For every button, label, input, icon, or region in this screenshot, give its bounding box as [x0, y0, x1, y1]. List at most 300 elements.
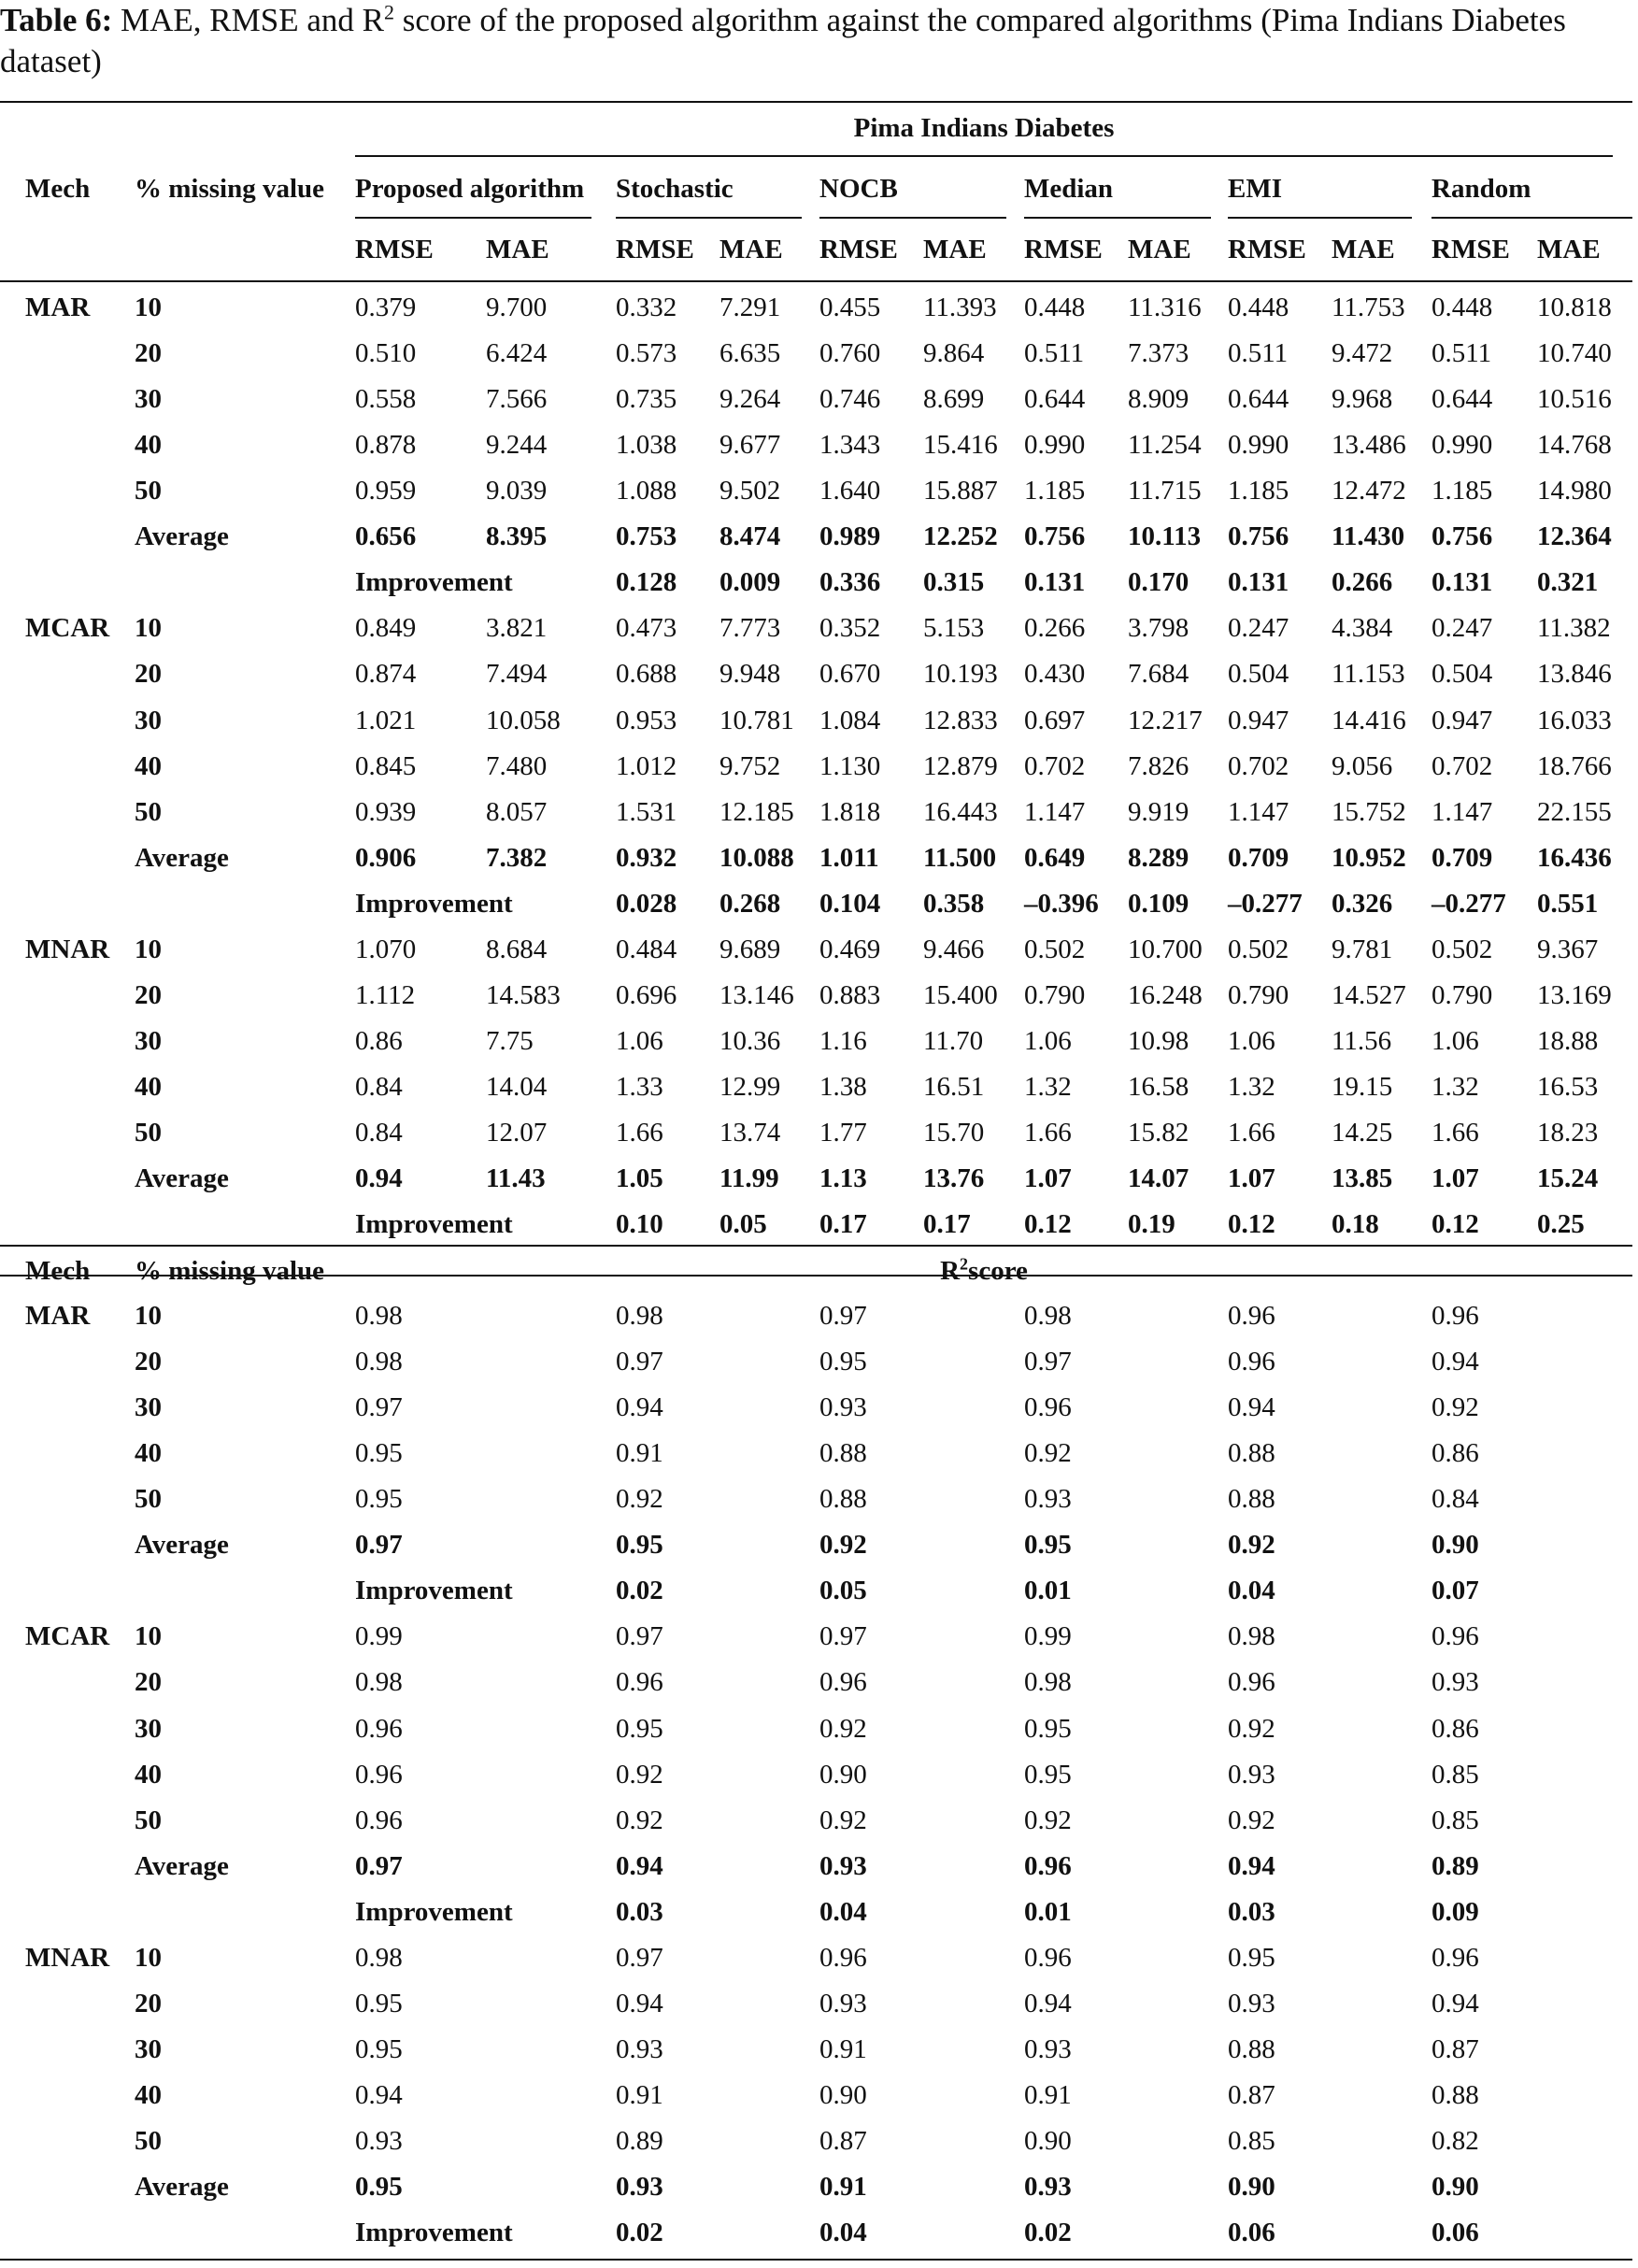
r2-data-cell: 0.92	[1228, 1804, 1275, 1835]
data-cell: 9.039	[486, 476, 548, 506]
r2-row-label: 50	[135, 1804, 162, 1835]
r2-data-cell: 0.94	[1228, 1850, 1275, 1881]
r2-data-cell: 0.90	[1431, 2172, 1479, 2203]
r2-mech-label: MAR	[25, 1301, 91, 1331]
r2-data-cell: 0.92	[616, 1484, 663, 1515]
data-cell: 0.932	[616, 842, 677, 873]
results-table	[0, 101, 1638, 2260]
missing-value-header: % missing value	[135, 174, 325, 204]
data-cell: 0.502	[1228, 934, 1289, 964]
data-cell: 0.790	[1228, 979, 1289, 1010]
r2-data-cell: 0.90	[1024, 2126, 1072, 2157]
data-cell: 14.25	[1332, 1118, 1393, 1148]
data-cell: 19.15	[1332, 1072, 1393, 1103]
table-caption	[0, 0, 1638, 82]
data-cell: 10.36	[719, 1025, 781, 1056]
data-cell: 15.70	[923, 1118, 985, 1148]
row-label: 50	[135, 476, 162, 506]
data-cell: 0.170	[1128, 567, 1189, 598]
row-label: 20	[135, 659, 162, 690]
r2-data-cell: 0.98	[355, 1347, 403, 1377]
data-cell: 1.06	[1228, 1025, 1275, 1056]
r2-data-cell: 0.92	[819, 1713, 867, 1744]
table-top-rule	[0, 101, 1632, 103]
data-cell: 0.05	[719, 1209, 767, 1240]
r2-data-cell: 0.07	[1431, 1576, 1479, 1606]
data-cell: 14.07	[1128, 1163, 1189, 1194]
data-cell: 9.466	[923, 934, 985, 964]
data-cell: 0.551	[1537, 888, 1599, 919]
row-label: 10	[135, 934, 162, 964]
data-cell: 0.644	[1228, 384, 1289, 415]
data-cell: 12.99	[719, 1072, 781, 1103]
data-cell: 10.088	[719, 842, 794, 873]
data-cell: 0.649	[1024, 842, 1086, 873]
r2-data-cell: 0.96	[355, 1804, 403, 1835]
data-cell: 1.07	[1431, 1163, 1479, 1194]
r2-data-cell: 0.93	[819, 1392, 867, 1423]
data-cell: 0.321	[1537, 567, 1599, 598]
data-cell: 1.818	[819, 796, 881, 827]
r2-row-label: 40	[135, 1759, 162, 1790]
data-cell: 0.845	[355, 750, 417, 781]
data-cell: 0.17	[923, 1209, 971, 1240]
r2-data-cell: 0.06	[1228, 2218, 1275, 2248]
data-cell: 10.516	[1537, 384, 1612, 415]
data-cell: 1.05	[616, 1163, 663, 1194]
data-cell: 10.952	[1332, 842, 1406, 873]
data-cell: 0.17	[819, 1209, 867, 1240]
r2-mech-label: MNAR	[25, 1942, 110, 1973]
algorithm-header: Median	[1024, 174, 1114, 204]
row-label: 10	[135, 292, 162, 322]
r2-data-cell: 0.95	[355, 1484, 403, 1515]
data-cell: 11.393	[923, 292, 997, 322]
r2-row-label: 10	[135, 1621, 162, 1652]
data-cell: 16.033	[1537, 705, 1612, 735]
r2-data-cell: 0.92	[1024, 1438, 1072, 1469]
data-cell: 0.746	[819, 384, 881, 415]
data-cell: 15.24	[1537, 1163, 1599, 1194]
data-cell: 9.968	[1332, 384, 1393, 415]
dataset-title: Pima Indians Diabetes	[853, 113, 1115, 143]
data-cell: 0.455	[819, 292, 881, 322]
data-cell: 0.688	[616, 659, 677, 690]
data-cell: 15.400	[923, 979, 998, 1010]
data-cell: 0.849	[355, 613, 417, 644]
data-cell: 9.264	[719, 384, 781, 415]
r2-data-cell: 0.90	[1228, 2172, 1275, 2203]
data-cell: 10.781	[719, 705, 794, 735]
data-cell: 0.84	[355, 1118, 403, 1148]
data-cell: 1.06	[1024, 1025, 1072, 1056]
r2-data-cell: 0.85	[1431, 1759, 1479, 1790]
data-cell: 11.254	[1128, 430, 1202, 461]
r2-data-cell: 0.94	[1228, 1392, 1275, 1423]
algorithm-rule-6	[1431, 217, 1632, 219]
data-cell: 8.474	[719, 521, 781, 552]
data-cell: 0.696	[616, 979, 677, 1010]
r2-data-cell: 0.95	[1024, 1713, 1072, 1744]
data-cell: 0.947	[1228, 705, 1289, 735]
data-cell: 7.684	[1128, 659, 1189, 690]
r2-data-cell: 0.02	[1024, 2218, 1072, 2248]
data-cell: 0.469	[819, 934, 881, 964]
data-cell: 1.185	[1431, 476, 1493, 506]
data-cell: 1.088	[616, 476, 677, 506]
r2-data-cell: 0.99	[355, 1621, 403, 1652]
data-cell: 7.494	[486, 659, 548, 690]
r2-data-cell: 0.91	[616, 2080, 663, 2111]
r2-improvement-label: Improvement	[355, 2218, 513, 2248]
r2-row-label: 10	[135, 1301, 162, 1331]
data-cell: 16.436	[1537, 842, 1612, 873]
r2-data-cell: 0.94	[1431, 1347, 1479, 1377]
r2-data-cell: 0.97	[355, 1850, 403, 1881]
data-cell: 0.266	[1332, 567, 1393, 598]
r2-data-cell: 0.98	[616, 1301, 663, 1331]
data-cell: 18.88	[1537, 1025, 1599, 1056]
data-cell: 0.990	[1228, 430, 1289, 461]
r2-improvement-label: Improvement	[355, 1576, 513, 1606]
r2-data-cell: 0.89	[616, 2126, 663, 2157]
algorithm-rule-3	[819, 217, 1006, 219]
data-cell: 0.12	[1228, 1209, 1275, 1240]
data-cell: 1.185	[1024, 476, 1086, 506]
r2-data-cell: 0.89	[1431, 1850, 1479, 1881]
data-cell: 0.86	[355, 1025, 403, 1056]
data-cell: 7.773	[719, 613, 781, 644]
data-cell: 0.504	[1228, 659, 1289, 690]
data-cell: 0.84	[355, 1072, 403, 1103]
rmse-subheader: RMSE	[1228, 235, 1306, 264]
r2-data-cell: 0.01	[1024, 1896, 1072, 1927]
data-cell: 1.66	[1228, 1118, 1275, 1148]
r2-data-cell: 0.06	[1431, 2218, 1479, 2248]
data-cell: 0.709	[1431, 842, 1493, 873]
r2-mech-header: Mech	[25, 1256, 91, 1286]
r2-data-cell: 0.97	[616, 1621, 663, 1652]
mech-label: MNAR	[25, 934, 110, 964]
data-cell: 0.25	[1537, 1209, 1585, 1240]
data-cell: 12.185	[719, 796, 794, 827]
row-label: 40	[135, 750, 162, 781]
r2-data-cell: 0.93	[1431, 1667, 1479, 1698]
data-cell: 1.32	[1024, 1072, 1072, 1103]
data-cell: 1.06	[1431, 1025, 1479, 1056]
data-cell: 9.367	[1537, 934, 1599, 964]
r2-data-cell: 0.93	[1024, 2033, 1072, 2064]
data-cell: 0.953	[616, 705, 677, 735]
data-cell: 1.531	[616, 796, 677, 827]
row-label: 40	[135, 1072, 162, 1103]
data-cell: 0.332	[616, 292, 677, 322]
row-label: Average	[135, 842, 229, 873]
data-cell: 0.753	[616, 521, 677, 552]
r2-data-cell: 0.96	[819, 1942, 867, 1973]
data-cell: 1.038	[616, 430, 677, 461]
data-cell: 13.146	[719, 979, 794, 1010]
r2-data-cell: 0.95	[355, 1988, 403, 2018]
data-cell: 0.558	[355, 384, 417, 415]
data-cell: 0.131	[1024, 567, 1086, 598]
row-label: 30	[135, 705, 162, 735]
data-cell: 7.75	[486, 1025, 534, 1056]
row-label: Average	[135, 1163, 229, 1194]
r2-data-cell: 0.92	[1024, 1804, 1072, 1835]
data-cell: 13.169	[1537, 979, 1612, 1010]
r2-row-label: 30	[135, 2033, 162, 2064]
r2-data-cell: 0.04	[1228, 1576, 1275, 1606]
data-cell: 0.790	[1024, 979, 1086, 1010]
data-cell: 1.32	[1228, 1072, 1275, 1103]
rmse-subheader: RMSE	[355, 235, 434, 264]
r2-row-label: 40	[135, 1438, 162, 1469]
r2-improvement-label: Improvement	[355, 1896, 513, 1927]
data-cell: 1.07	[1228, 1163, 1275, 1194]
r2-data-cell: 0.93	[1228, 1988, 1275, 2018]
data-cell: 0.702	[1228, 750, 1289, 781]
r2-data-cell: 0.95	[819, 1347, 867, 1377]
data-cell: 9.502	[719, 476, 781, 506]
r2-row-label: Average	[135, 1850, 229, 1881]
data-cell: 0.709	[1228, 842, 1289, 873]
data-cell: 0.947	[1431, 705, 1493, 735]
data-cell: 0.379	[355, 292, 417, 322]
data-cell: 11.500	[923, 842, 997, 873]
data-cell: 0.990	[1431, 430, 1493, 461]
data-cell: 0.510	[355, 338, 417, 369]
r2-data-cell: 0.96	[1431, 1301, 1479, 1331]
algorithm-header: Stochastic	[616, 174, 734, 204]
r2-data-cell: 0.93	[1228, 1759, 1275, 1790]
data-cell: 13.74	[719, 1118, 781, 1148]
r2-data-cell: 0.92	[1228, 1530, 1275, 1561]
data-cell: 11.753	[1332, 292, 1405, 322]
mae-subheader: MAE	[1332, 235, 1395, 264]
r2-data-cell: 0.94	[355, 2080, 403, 2111]
dataset-rule	[355, 155, 1613, 157]
r2-header-rest: score	[968, 1256, 1028, 1286]
data-cell: 8.909	[1128, 384, 1189, 415]
data-cell: 15.416	[923, 430, 998, 461]
data-cell: 13.486	[1332, 430, 1406, 461]
data-cell: 12.252	[923, 521, 998, 552]
r2-data-cell: 0.97	[819, 1301, 867, 1331]
data-cell: 0.128	[616, 567, 677, 598]
r2-data-cell: 0.93	[819, 1850, 867, 1881]
r2-data-cell: 0.95	[355, 2033, 403, 2064]
data-cell: 1.021	[355, 705, 417, 735]
data-cell: 0.756	[1228, 521, 1289, 552]
data-cell: 1.147	[1431, 796, 1493, 827]
data-cell: 0.448	[1024, 292, 1086, 322]
data-cell: 0.990	[1024, 430, 1086, 461]
data-cell: 0.266	[1024, 613, 1086, 644]
data-cell: 0.352	[819, 613, 881, 644]
rmse-subheader: RMSE	[616, 235, 694, 264]
data-cell: 9.677	[719, 430, 781, 461]
data-cell: 1.012	[616, 750, 677, 781]
caption-text-after: score of the proposed algorithm against the compared algorithms (Pima Indians Diabetes dataset)	[0, 2, 1566, 79]
data-cell: 0.18	[1332, 1209, 1379, 1240]
data-cell: 0.315	[923, 567, 985, 598]
data-cell: 18.766	[1537, 750, 1612, 781]
data-cell: 9.948	[719, 659, 781, 690]
data-cell: 12.879	[923, 750, 998, 781]
row-label: Average	[135, 521, 229, 552]
header-bottom-rule	[0, 280, 1632, 282]
data-cell: 10.740	[1537, 338, 1612, 369]
data-cell: 9.781	[1332, 934, 1393, 964]
data-cell: 3.821	[486, 613, 548, 644]
r2-data-cell: 0.86	[1431, 1713, 1479, 1744]
data-cell: 0.19	[1128, 1209, 1175, 1240]
data-cell: 0.790	[1431, 979, 1493, 1010]
r2-data-cell: 0.97	[1024, 1347, 1072, 1377]
algorithm-header: EMI	[1228, 174, 1282, 204]
r2-data-cell: 0.88	[1228, 1484, 1275, 1515]
data-cell: 0.874	[355, 659, 417, 690]
data-cell: 14.583	[486, 979, 561, 1010]
data-cell: 15.752	[1332, 796, 1406, 827]
data-cell: 22.155	[1537, 796, 1612, 827]
data-cell: 0.10	[616, 1209, 663, 1240]
r2-data-cell: 0.92	[1228, 1713, 1275, 1744]
data-cell: 0.656	[355, 521, 417, 552]
r2-data-cell: 0.04	[819, 2218, 867, 2248]
data-cell: 1.130	[819, 750, 881, 781]
r2-row-label: 50	[135, 2126, 162, 2157]
data-cell: 11.99	[719, 1163, 779, 1194]
data-cell: 11.43	[486, 1163, 546, 1194]
mae-subheader: MAE	[923, 235, 987, 264]
rmse-subheader: RMSE	[1431, 235, 1510, 264]
improvement-label: Improvement	[355, 888, 513, 919]
data-cell: 16.58	[1128, 1072, 1189, 1103]
mae-subheader: MAE	[486, 235, 549, 264]
data-cell: 8.057	[486, 796, 548, 827]
data-cell: 0.702	[1431, 750, 1493, 781]
r2-data-cell: 0.85	[1431, 1804, 1479, 1835]
data-cell: 0.12	[1024, 1209, 1072, 1240]
data-cell: 1.13	[819, 1163, 867, 1194]
data-cell: 6.635	[719, 338, 781, 369]
data-cell: 13.846	[1537, 659, 1612, 690]
data-cell: 1.147	[1228, 796, 1289, 827]
data-cell: 9.919	[1128, 796, 1189, 827]
data-cell: 1.06	[616, 1025, 663, 1056]
r2-data-cell: 0.96	[355, 1713, 403, 1744]
data-cell: 0.326	[1332, 888, 1393, 919]
data-cell: 0.760	[819, 338, 881, 369]
r2-data-cell: 0.96	[1228, 1301, 1275, 1331]
row-label: 30	[135, 384, 162, 415]
data-cell: 4.384	[1332, 613, 1393, 644]
r2-data-cell: 0.96	[1431, 1621, 1479, 1652]
data-cell: 0.959	[355, 476, 417, 506]
caption-text-before: MAE, RMSE and R	[121, 2, 384, 38]
r2-data-cell: 0.03	[616, 1896, 663, 1927]
data-cell: 0.702	[1024, 750, 1086, 781]
r2-data-cell: 0.93	[616, 2172, 663, 2203]
data-cell: 0.131	[1228, 567, 1289, 598]
data-cell: 15.82	[1128, 1118, 1189, 1148]
r2-data-cell: 0.98	[1024, 1301, 1072, 1331]
data-cell: 0.358	[923, 888, 985, 919]
r2-header-superscript: 2	[960, 1254, 969, 1274]
data-cell: 1.343	[819, 430, 881, 461]
r2-row-label: 30	[135, 1713, 162, 1744]
data-cell: 1.011	[819, 842, 879, 873]
r2-data-cell: 0.96	[819, 1667, 867, 1698]
data-cell: 11.316	[1128, 292, 1202, 322]
data-cell: 0.511	[1431, 338, 1492, 369]
data-cell: 0.104	[819, 888, 881, 919]
mae-subheader: MAE	[1537, 235, 1601, 264]
r2-data-cell: 0.97	[355, 1392, 403, 1423]
r2-data-cell: 0.98	[355, 1942, 403, 1973]
r2-data-cell: 0.85	[1228, 2126, 1275, 2157]
data-cell: –0.277	[1228, 888, 1303, 919]
data-cell: 0.028	[616, 888, 677, 919]
data-cell: 0.670	[819, 659, 881, 690]
data-cell: 0.484	[616, 934, 677, 964]
data-cell: 1.147	[1024, 796, 1086, 827]
data-cell: 0.502	[1431, 934, 1493, 964]
data-cell: 16.443	[923, 796, 998, 827]
data-cell: 0.511	[1024, 338, 1085, 369]
data-cell: 10.98	[1128, 1025, 1189, 1056]
data-cell: 0.009	[719, 567, 781, 598]
data-cell: 1.070	[355, 934, 417, 964]
data-cell: 9.689	[719, 934, 781, 964]
data-cell: 12.217	[1128, 705, 1203, 735]
data-cell: 7.291	[719, 292, 781, 322]
r2-data-cell: 0.98	[355, 1667, 403, 1698]
r2-data-cell: 0.88	[819, 1484, 867, 1515]
row-label: 20	[135, 979, 162, 1010]
r2-data-cell: 0.95	[1024, 1759, 1072, 1790]
r2-data-cell: 0.96	[1024, 1850, 1072, 1881]
r2-row-label: 20	[135, 1667, 162, 1698]
data-cell: 18.23	[1537, 1118, 1599, 1148]
data-cell: 0.939	[355, 796, 417, 827]
r2-mech-label: MCAR	[25, 1621, 110, 1652]
data-cell: 10.058	[486, 705, 561, 735]
row-label: 20	[135, 338, 162, 369]
r2-data-cell: 0.96	[1228, 1347, 1275, 1377]
data-cell: 11.70	[923, 1025, 984, 1056]
mae-subheader: MAE	[1128, 235, 1191, 264]
row-label: 50	[135, 1118, 162, 1148]
data-cell: 0.756	[1431, 521, 1493, 552]
data-cell: 0.336	[819, 567, 881, 598]
data-cell: 12.07	[486, 1118, 548, 1148]
data-cell: 1.33	[616, 1072, 663, 1103]
r2-data-cell: 0.98	[355, 1301, 403, 1331]
data-cell: 10.818	[1537, 292, 1612, 322]
algorithm-header: Proposed algorithm	[355, 174, 585, 204]
r2-data-cell: 0.92	[616, 1759, 663, 1790]
r2-data-cell: 0.87	[1228, 2080, 1275, 2111]
data-cell: 14.768	[1537, 430, 1612, 461]
r2-score-header	[355, 1248, 1613, 1294]
r2-data-cell: 0.02	[616, 2218, 663, 2248]
r2-row-label: Average	[135, 2172, 229, 2203]
data-cell: 1.084	[819, 705, 881, 735]
data-cell: –0.277	[1431, 888, 1506, 919]
